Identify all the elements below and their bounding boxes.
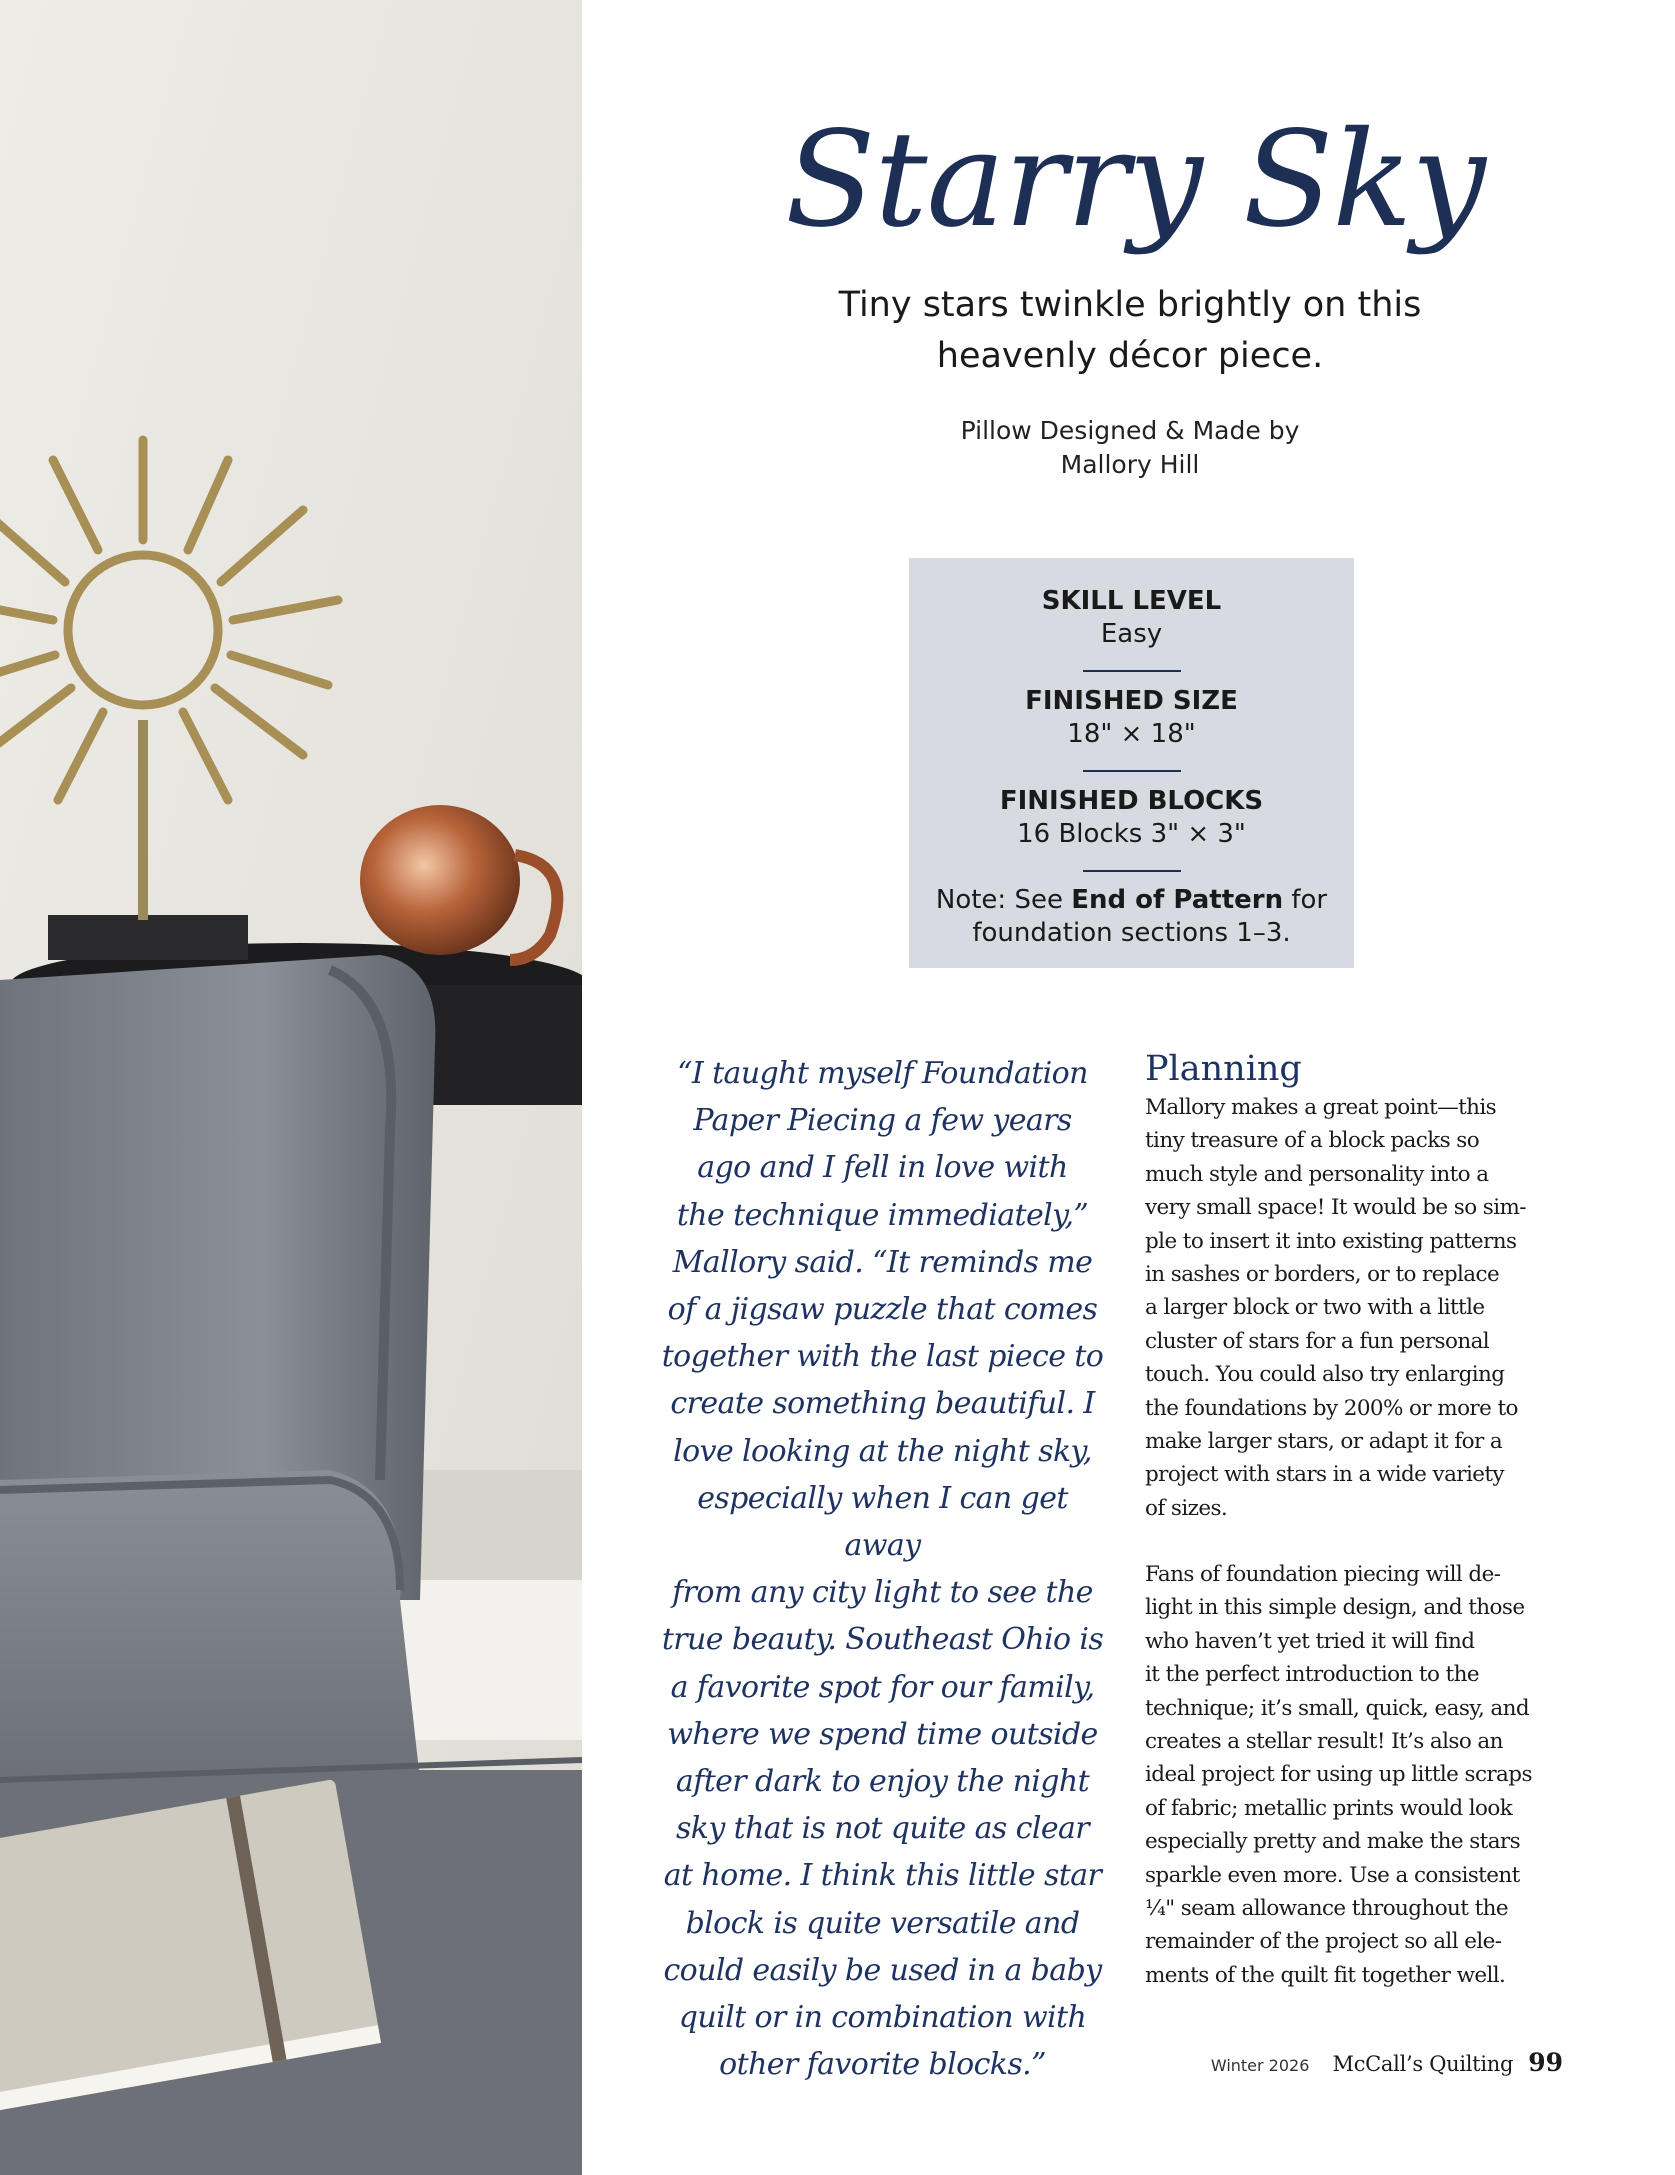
credit-line: Pillow Designed & Made by [960, 416, 1300, 445]
quote-line: at home. I think this little star [663, 1858, 1102, 1894]
quote-line: create something beautiful. I [670, 1386, 1095, 1422]
body-line: ideal project for using up little scraps [1145, 1762, 1532, 1788]
pull-quote [655, 1050, 1110, 2088]
body-line: who haven’t yet tried it will find [1145, 1628, 1475, 1654]
quote-line: Mallory said. “It reminds me [672, 1244, 1093, 1280]
quote-line: especially when I can get away [697, 1480, 1068, 1564]
finished-size-value: 18" × 18" [1067, 719, 1196, 749]
body-line: sparkle even more. Use a consistent [1145, 1862, 1520, 1888]
note-line: foundation sections 1–3. [972, 918, 1291, 948]
quote-line: where we spend time outside [667, 1716, 1098, 1752]
issue-date: Winter 2026 [1210, 2056, 1310, 2075]
finished-blocks [909, 784, 1354, 851]
body-line: much style and personality into a [1145, 1161, 1489, 1187]
quote-line: block is quite versatile and [685, 1905, 1080, 1941]
finished-size-label: FINISHED SIZE [1025, 686, 1238, 716]
quote-line: a favorite spot for our family, [670, 1669, 1095, 1705]
quote-line: ago and I fell in love with [697, 1150, 1068, 1186]
body-line: make larger stars, or adapt it for a [1145, 1429, 1503, 1455]
planning-paragraph-2 [1145, 1558, 1575, 1992]
skill-level [909, 584, 1354, 651]
planning-heading: Planning [1145, 1049, 1302, 1089]
pillow-photo [0, 0, 582, 2175]
page-footer [1211, 2048, 1563, 2077]
quote-line: together with the last piece to [661, 1339, 1104, 1375]
body-line: Fans of foundation piecing will de- [1145, 1562, 1501, 1587]
quote-line: sky that is not quite as clear [675, 1811, 1090, 1847]
note-bold: End of Pattern [1071, 885, 1284, 915]
finished-blocks-label: FINISHED BLOCKS [999, 786, 1264, 816]
note-suffix: for [1283, 885, 1328, 915]
body-line: creates a stellar result! It’s also an [1145, 1729, 1503, 1755]
body-line: very small space! It would be so sim- [1145, 1195, 1526, 1221]
body-line: touch. You could also try enlarging [1145, 1362, 1505, 1388]
quote-line: love looking at the night sky, [673, 1433, 1092, 1469]
planning-paragraph-1 [1145, 1091, 1575, 1525]
page-number: 99 [1528, 2048, 1563, 2077]
quote-line: “I taught myself Foundation [677, 1056, 1088, 1091]
body-line: technique; it’s small, quick, easy, and [1145, 1695, 1530, 1721]
quote-line: after dark to enjoy the night [675, 1764, 1090, 1800]
designer-credit [830, 414, 1430, 482]
body-line: a larger block or two with a little [1145, 1295, 1485, 1321]
magazine-name: McCall’s Quilting [1332, 2052, 1514, 2076]
note-line [909, 884, 1354, 917]
page-title: Starry Sky [785, 103, 1485, 257]
subtitle-line: heavenly décor piece. [936, 336, 1324, 376]
quote-line: Paper Piecing a few years [693, 1103, 1072, 1139]
body-line: it the perfect introduction to the [1145, 1662, 1479, 1688]
body-line: cluster of stars for a fun personal [1145, 1328, 1490, 1354]
skill-level-value: Easy [1100, 619, 1163, 649]
credit-line: Mallory Hill [1060, 450, 1200, 479]
body-line: remainder of the project so all ele- [1145, 1929, 1502, 1955]
spec-box [909, 558, 1354, 968]
body-line: the foundations by 200% or more to [1145, 1395, 1518, 1421]
body-line: ments of the quilt fit together well. [1145, 1962, 1506, 1988]
pattern-note [909, 884, 1354, 950]
body-line: ple to insert it into existing patterns [1145, 1228, 1517, 1254]
note-prefix: Note: See [935, 885, 1072, 915]
body-line: of fabric; metallic prints would look [1145, 1795, 1513, 1821]
body-line: light in this simple design, and those [1145, 1595, 1525, 1621]
body-line: Mallory makes a great point—this [1145, 1095, 1497, 1120]
quote-line: of a jigsaw puzzle that comes [667, 1292, 1098, 1328]
quote-line: from any city light to see the [672, 1575, 1093, 1611]
finished-size [909, 684, 1354, 751]
quote-line: the technique immediately,” [676, 1197, 1089, 1233]
body-line: project with stars in a wide variety [1145, 1462, 1504, 1488]
quote-line: true beauty. Southeast Ohio is [661, 1622, 1104, 1658]
divider [1083, 670, 1181, 672]
body-line: especially pretty and make the stars [1145, 1829, 1521, 1855]
subtitle [770, 280, 1490, 382]
quote-line: could easily be used in a baby [663, 1952, 1102, 1988]
quote-line: other favorite blocks.” [719, 2047, 1046, 2083]
quote-line: quilt or in combination with [678, 2000, 1087, 2036]
divider [1083, 770, 1181, 772]
divider [1083, 870, 1181, 872]
skill-level-label: SKILL LEVEL [1041, 586, 1222, 616]
body-line: in sashes or borders, or to replace [1145, 1262, 1500, 1288]
subtitle-line: Tiny stars twinkle brightly on this [838, 285, 1422, 325]
body-line: ¼" seam allowance throughout the [1145, 1896, 1508, 1922]
finished-blocks-value: 16 Blocks 3" × 3" [1017, 819, 1246, 849]
body-line: of sizes. [1145, 1495, 1228, 1521]
body-line: tiny treasure of a block packs so [1145, 1128, 1480, 1154]
